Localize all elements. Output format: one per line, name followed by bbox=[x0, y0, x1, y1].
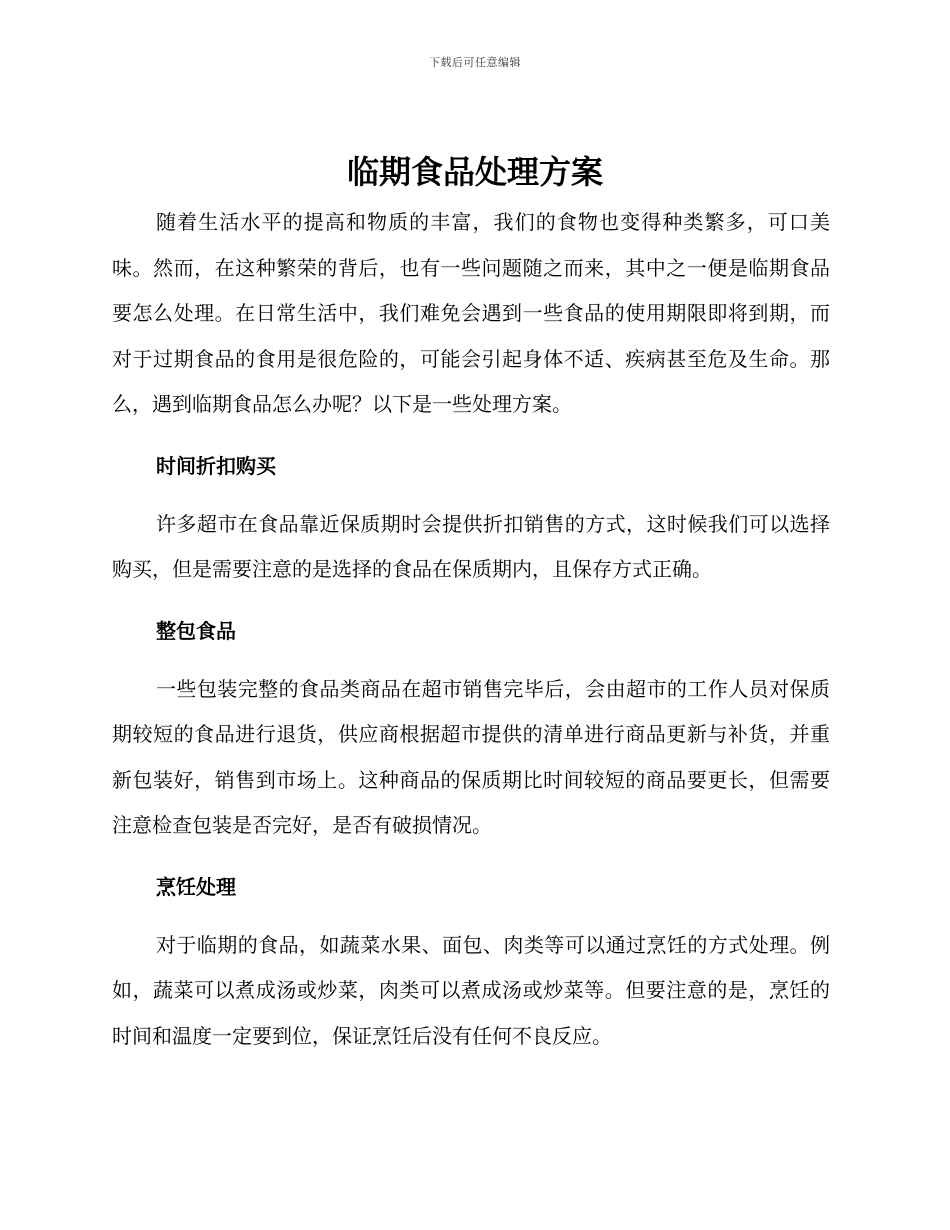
spacer bbox=[112, 488, 830, 502]
section-body-cooking: 对于临期的食品，如蔬菜水果、面包、肉类等可以通过烹饪的方式处理。例如，蔬菜可以煮成汤或炒菜，肉类可以煮成汤或炒菜等。但要注意的是，烹饪的时间和温度一定要到位，保证烹饪后没有任何不良反应。 bbox=[112, 932, 830, 1048]
spacer bbox=[112, 593, 830, 609]
section-heading-cooking: 烹饪处理 bbox=[156, 874, 236, 899]
document-title: 临期食品处理方案 bbox=[346, 153, 603, 191]
document-body bbox=[112, 200, 830, 1059]
section-body-discount: 许多超市在食品靠近保质期时会提供折扣销售的方式，这时候我们可以选择购买，但是需要注意的是选择的食品在保质期内，且保存方式正确。 bbox=[112, 511, 830, 581]
spacer bbox=[112, 428, 830, 444]
spacer bbox=[112, 909, 830, 923]
spacer bbox=[112, 653, 830, 667]
header-note: 下载后可任意编辑 bbox=[429, 56, 521, 69]
intro-paragraph: 随着生活水平的提高和物质的丰富，我们的食物也变得种类繁多，可口美味。然而，在这种繁荣的背后，也有一些问题随之而来，其中之一便是临期食品要怎么处理。在日常生活中，我们难免会遇到一些食品的使用期限即将到期，而对于过期食品的食用是很危险的，可能会引起身体不适、疾病甚至危及生命。那么，遇到临期食品怎么办呢？以下是一些处理方案。 bbox=[112, 210, 830, 416]
section-body-whole-package: 一些包装完整的食品类商品在超市销售完毕后，会由超市的工作人员对保质期较短的食品进行退货，供应商根据超市提供的清单进行商品更新与补货，并重新包装好，销售到市场上。这种商品的保质期比时间较短的商品要更长，但需要注意检查包装是否完好，是否有破损情况。 bbox=[112, 676, 830, 837]
section-heading-whole-package: 整包食品 bbox=[156, 618, 236, 643]
spacer bbox=[112, 849, 830, 865]
section-heading-discount: 时间折扣购买 bbox=[156, 453, 276, 478]
